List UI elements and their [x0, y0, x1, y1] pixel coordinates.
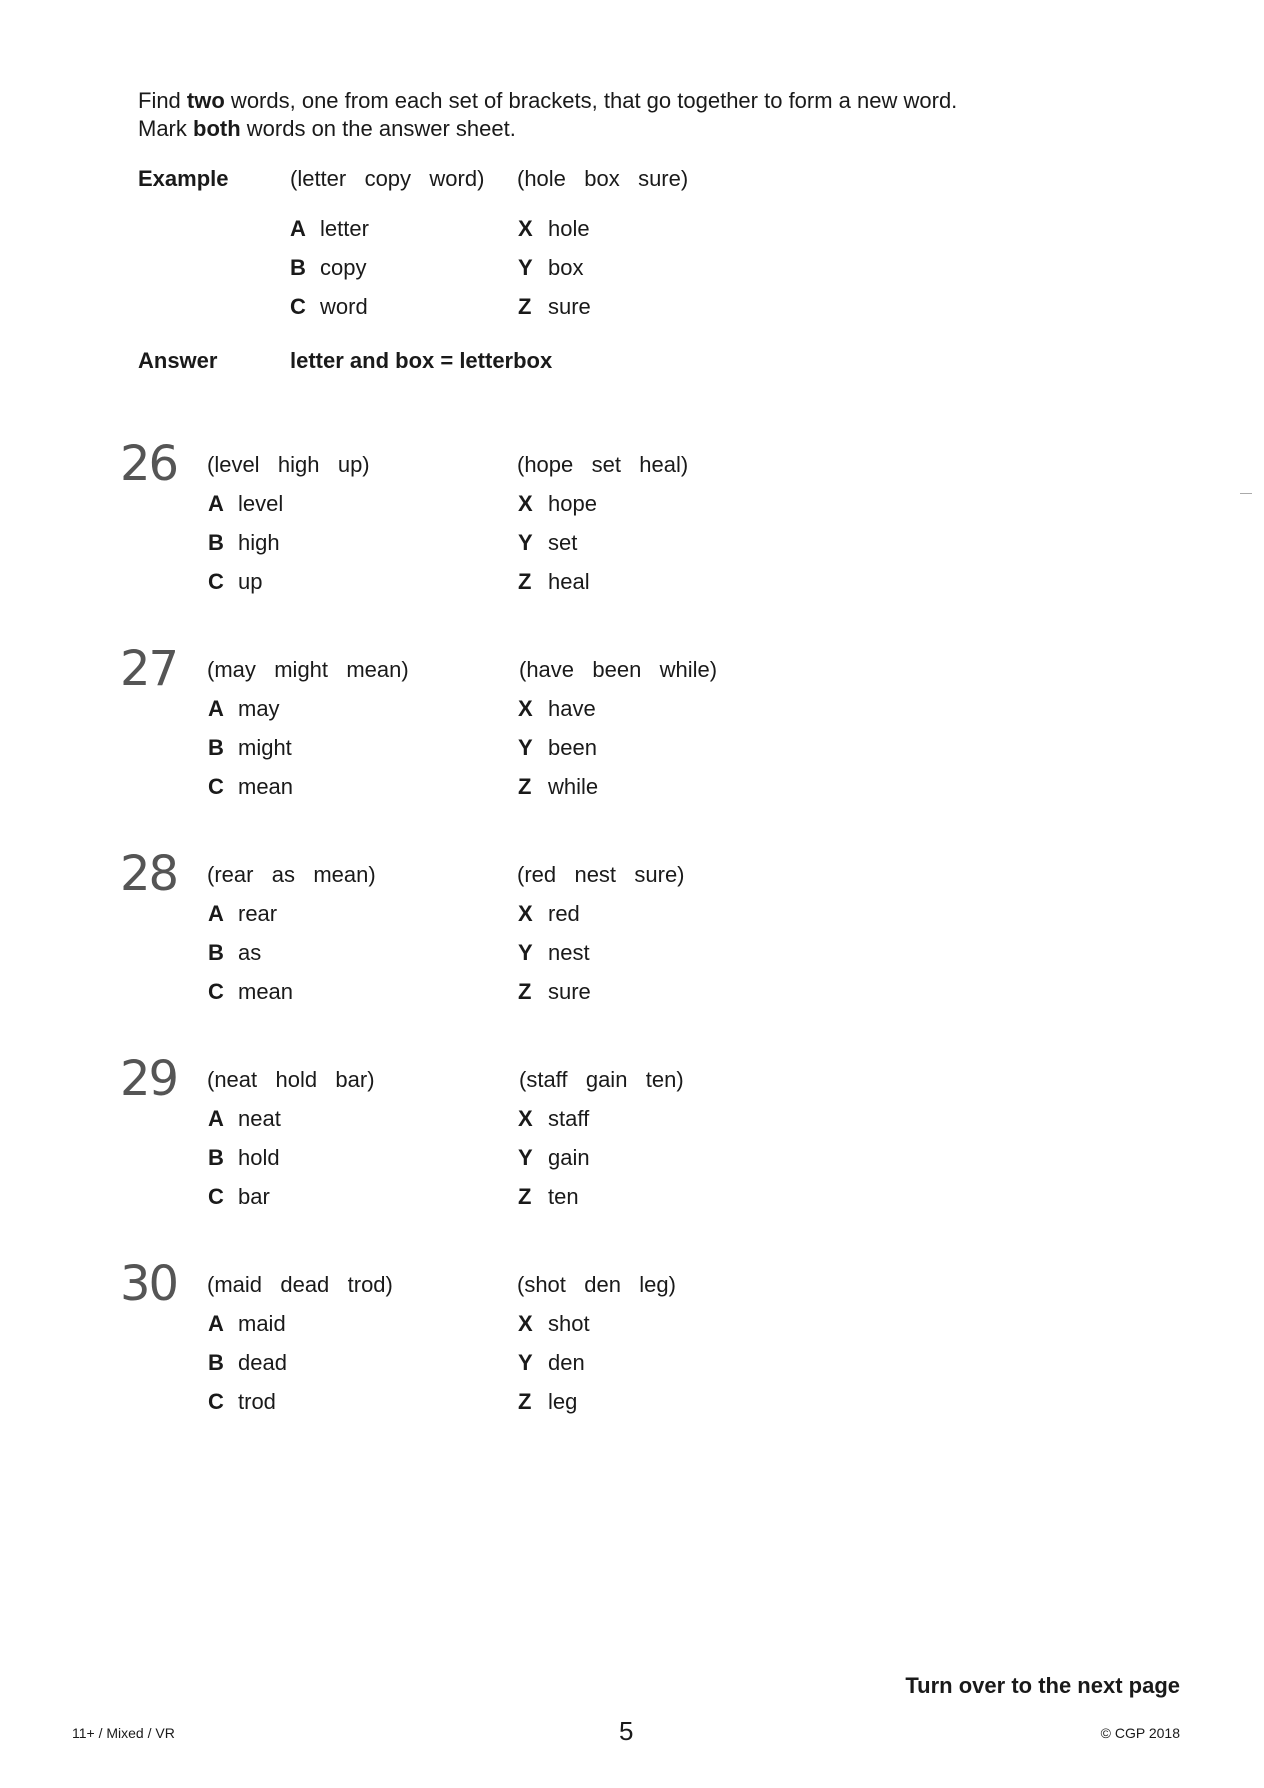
option-a[interactable]: A rear: [208, 901, 278, 926]
option-z[interactable]: Z leg: [518, 1389, 578, 1414]
option-c[interactable]: C mean: [208, 979, 294, 1004]
example-option-a: A letter: [290, 216, 369, 241]
option-y[interactable]: Y set: [518, 530, 578, 555]
right-word-set: (hope set heal): [517, 452, 689, 477]
option-c[interactable]: C bar: [208, 1184, 270, 1209]
example-option-x: X hole: [518, 216, 590, 241]
option-b[interactable]: B high: [208, 530, 280, 555]
left-options[interactable]: [208, 1311, 287, 1428]
page-number: 5: [619, 1716, 634, 1746]
example-right-set: (hole box sure): [517, 166, 689, 191]
option-b[interactable]: B might: [208, 735, 292, 760]
right-options[interactable]: [518, 1311, 590, 1428]
example-option-b: B copy: [290, 255, 367, 280]
left-word-set: (rear as mean): [207, 862, 376, 887]
example-option-y: Y box: [518, 255, 584, 280]
left-options[interactable]: [208, 901, 293, 1018]
instruction-line-2: Mark both words on the answer sheet.: [138, 116, 516, 141]
option-a[interactable]: A maid: [208, 1311, 286, 1336]
question-number: 30: [120, 1256, 178, 1312]
right-word-set: (have been while): [519, 657, 718, 682]
left-word-set: (maid dead trod): [207, 1272, 393, 1297]
question-number: 29: [120, 1051, 178, 1107]
example-option-z: Z sure: [518, 294, 591, 319]
example-left-set: (letter copy word): [290, 166, 485, 191]
answer-text: letter and box = letterbox: [290, 348, 553, 373]
footer-code: 11+ / Mixed / VR: [72, 1725, 175, 1741]
example-option-c: C word: [290, 294, 368, 319]
right-options[interactable]: [518, 696, 598, 813]
left-word-set: (level high up): [207, 452, 370, 477]
right-word-set: (staff gain ten): [519, 1067, 684, 1092]
right-options[interactable]: [518, 1106, 590, 1223]
option-z[interactable]: Z while: [518, 774, 599, 799]
option-b[interactable]: B as: [208, 940, 262, 965]
option-y[interactable]: Y den: [518, 1350, 585, 1375]
question-number: 26: [120, 436, 178, 492]
copyright: © CGP 2018: [1100, 1725, 1180, 1741]
answer-label: Answer: [138, 348, 218, 373]
option-a[interactable]: A neat: [208, 1106, 281, 1131]
option-x[interactable]: X hope: [518, 491, 597, 516]
option-x[interactable]: X red: [518, 901, 580, 926]
option-c[interactable]: C mean: [208, 774, 294, 799]
option-y[interactable]: Y gain: [518, 1145, 590, 1170]
question-number: 28: [120, 846, 178, 902]
option-z[interactable]: Z ten: [518, 1184, 579, 1209]
question-number: 27: [120, 641, 178, 697]
option-b[interactable]: B dead: [208, 1350, 287, 1375]
right-word-set: (red nest sure): [517, 862, 685, 887]
right-word-set: (shot den leg): [517, 1272, 676, 1297]
turn-over-note: Turn over to the next page: [905, 1673, 1180, 1698]
left-word-set: (neat hold bar): [207, 1067, 375, 1092]
option-x[interactable]: X staff: [518, 1106, 590, 1131]
option-c[interactable]: C trod: [208, 1389, 276, 1414]
right-options[interactable]: [518, 491, 597, 608]
option-z[interactable]: Z heal: [518, 569, 590, 594]
option-y[interactable]: Y been: [518, 735, 597, 760]
option-c[interactable]: C up: [208, 569, 263, 594]
option-y[interactable]: Y nest: [518, 940, 590, 965]
right-options[interactable]: [518, 901, 591, 1018]
margin-tick: [1240, 493, 1252, 494]
option-z[interactable]: Z sure: [518, 979, 591, 1004]
option-b[interactable]: B hold: [208, 1145, 280, 1170]
option-x[interactable]: X have: [518, 696, 596, 721]
option-x[interactable]: X shot: [518, 1311, 590, 1336]
option-a[interactable]: A may: [208, 696, 280, 721]
left-options[interactable]: [208, 491, 283, 608]
example-label: Example: [138, 166, 229, 191]
instruction-line-1: Find two words, one from each set of brackets, that go together to form a new word.: [138, 88, 958, 113]
left-options[interactable]: [208, 696, 293, 813]
left-options[interactable]: [208, 1106, 281, 1223]
left-word-set: (may might mean): [207, 657, 409, 682]
option-a[interactable]: A level: [208, 491, 284, 516]
